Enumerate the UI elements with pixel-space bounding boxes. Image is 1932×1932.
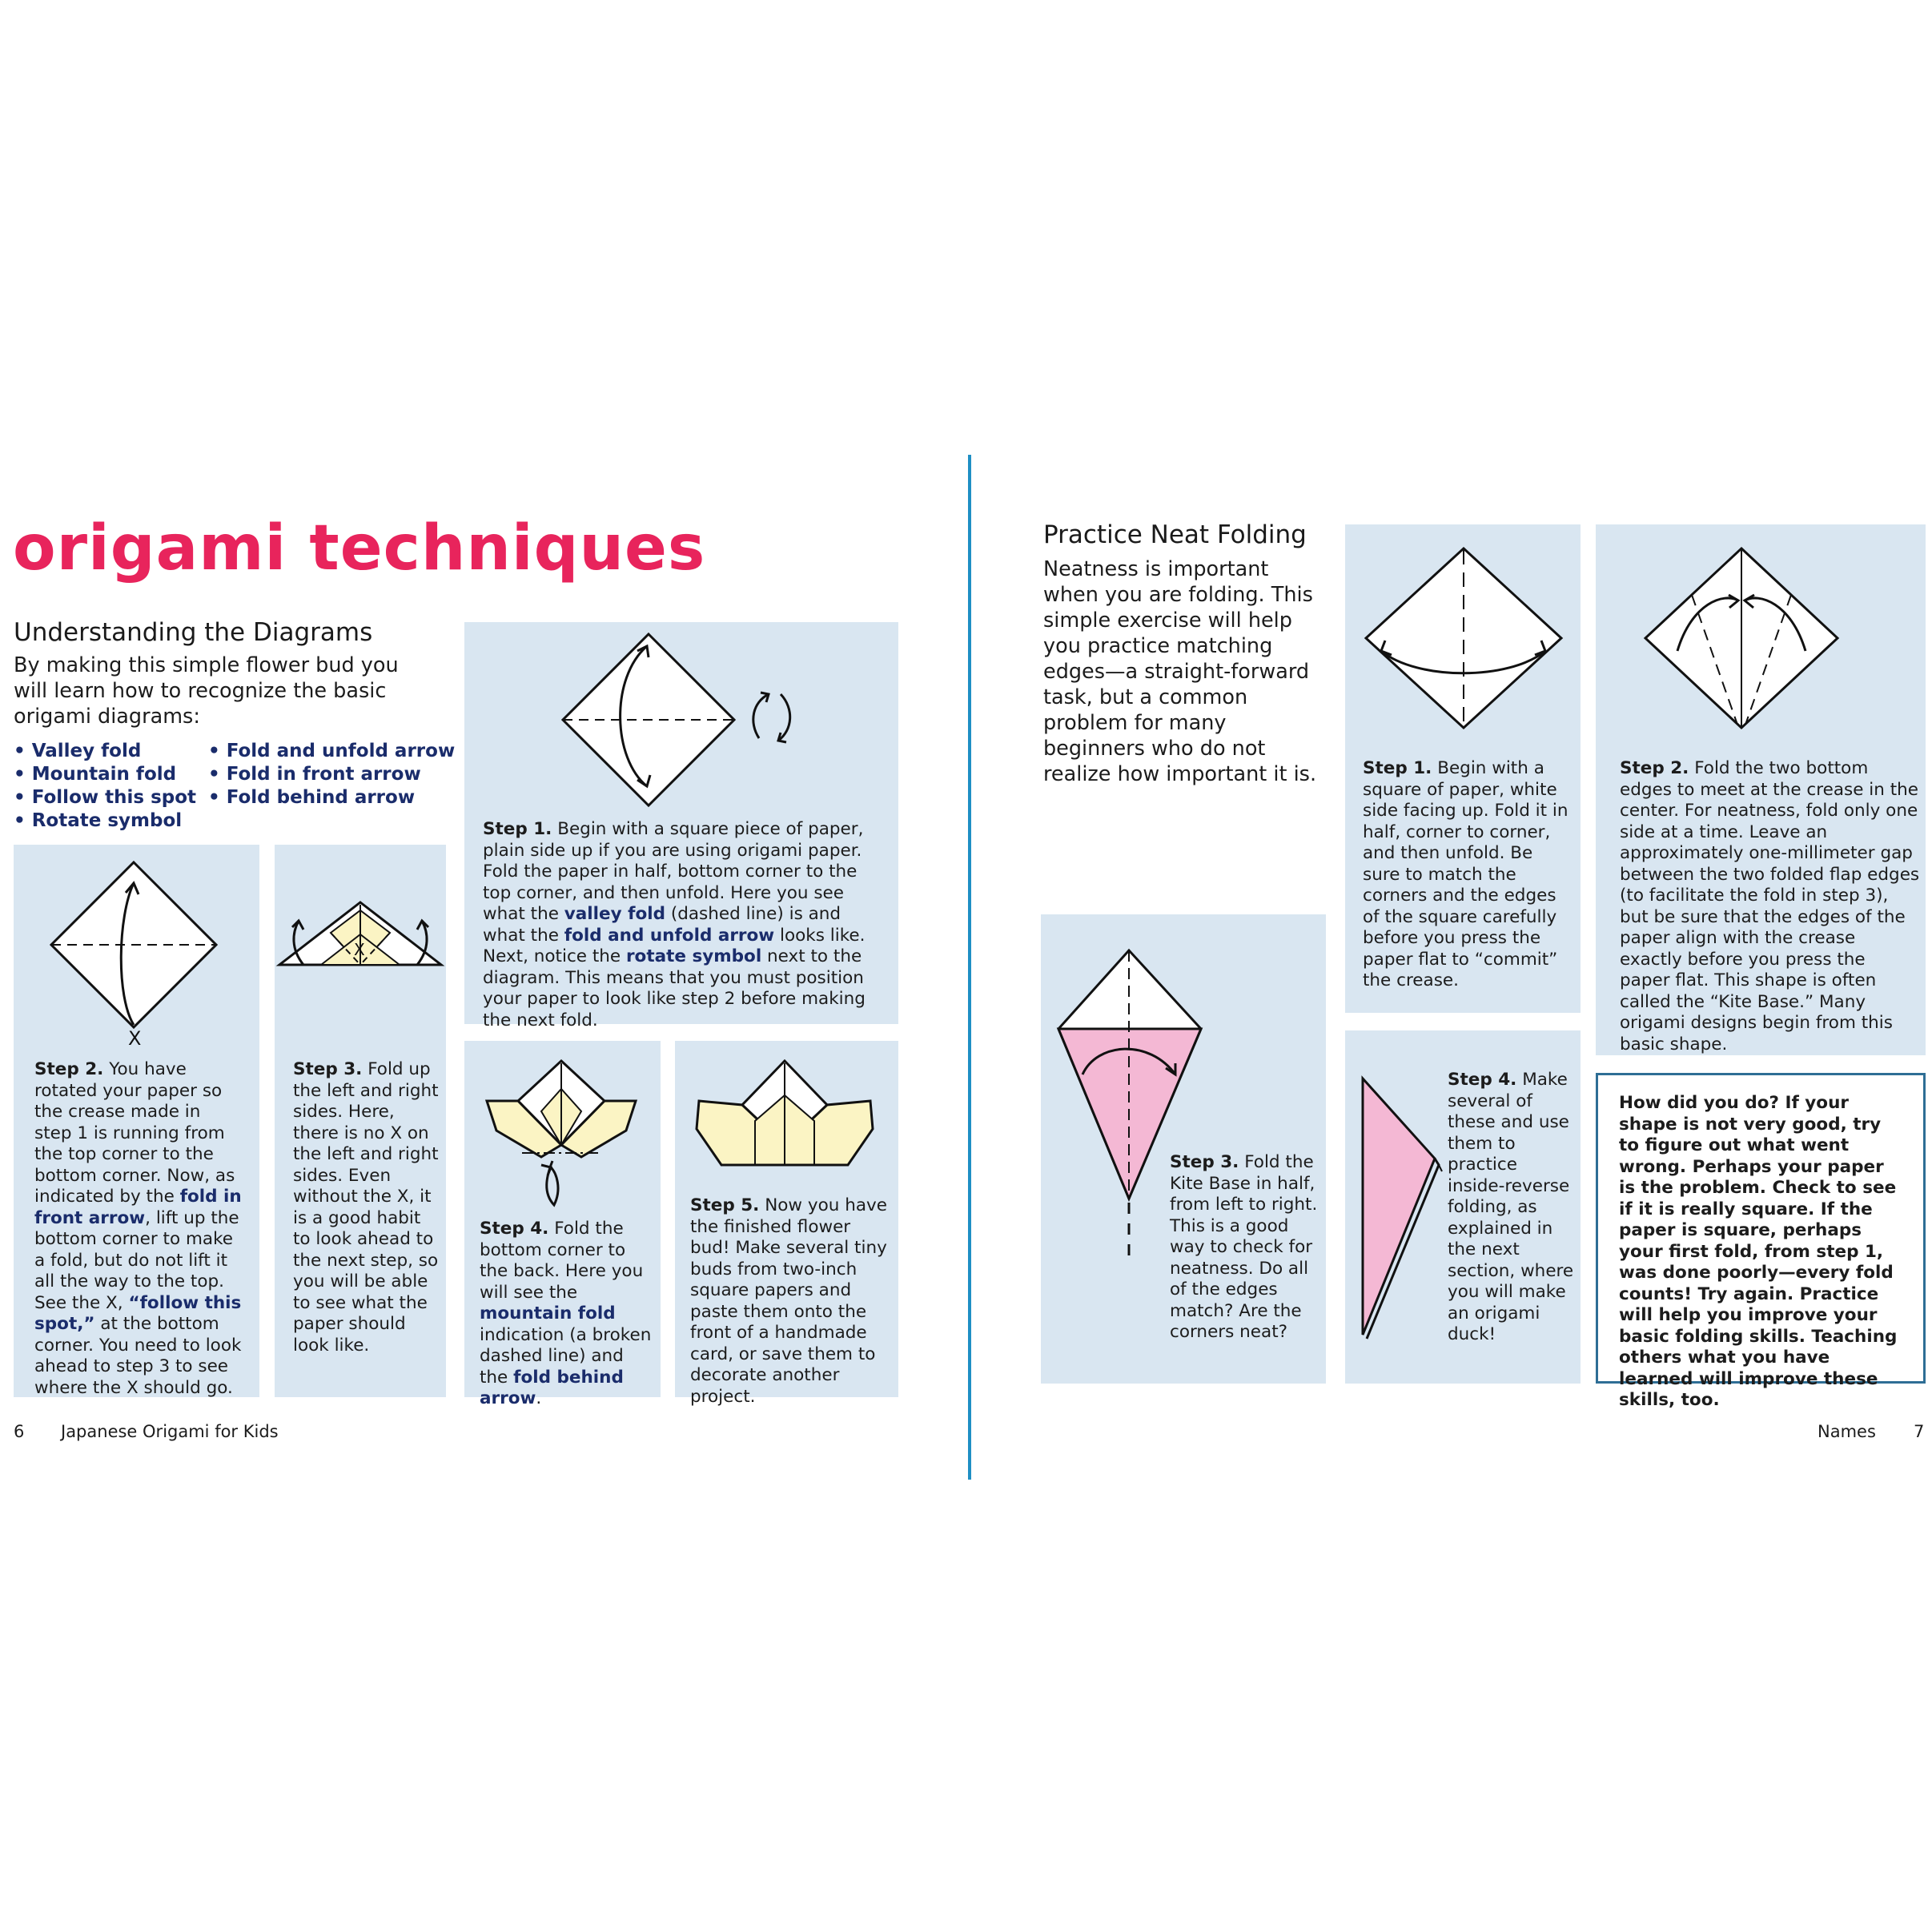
follow-spot-x-mark-step3: X: [354, 940, 365, 959]
text-run: .: [536, 1388, 542, 1408]
text-run: , lift up the bottom corner to make a fold, but do not lift it all the way to the top. See the X,: [34, 1207, 239, 1313]
left-step2-label: Step 2.: [34, 1059, 104, 1079]
keyword: “follow this spot,”: [34, 1292, 242, 1334]
text-run: Fold up the left and right sides. Here, there is no X on the left and right sides. Even without the X, it is a good habit to look ahead to the next step, so you will be able to see what the paper should look like.: [293, 1059, 439, 1356]
right-step3-text: [1170, 1152, 1318, 1344]
page-spine-divider: [968, 455, 971, 1480]
diagram-fold-in-front: [14, 845, 259, 1053]
text-run: Begin with a square of paper, white side facing up. Fold it in half, corner to corner, and then unfold. Be sure to match the corners and the edges of the square carefully before you press the paper flat to “commit” the crease.: [1363, 758, 1568, 990]
text-run: Fold the two bottom edges to meet at the crease in the center. For neatness, fold only one side at a time. Leave an approximately one-millimeter gap between the two folded flap edges (to facilitate the fold in step 3), but be sure that the edges of the paper align with the crease exactly before you press the paper flat. This shape is often called the “Kite Base.” Many origami designs begin from this basic shape.: [1620, 758, 1920, 1054]
right-step2-text: [1620, 758, 1920, 1055]
text-run: Make several of these and use them to practice inside-reverse folding, as explained in the next section, where you will make an origami duck!: [1448, 1070, 1574, 1344]
legend-list-left: [14, 740, 196, 833]
right-step2-label: Step 2.: [1620, 758, 1689, 778]
keyword: fold behind arrow: [480, 1367, 624, 1408]
legend-item-fold-unfold-arrow: • Fold and unfold arrow: [208, 740, 455, 763]
legend-item-rotate-symbol: • Rotate symbol: [14, 809, 196, 833]
legend-item-mountain-fold: • Mountain fold: [14, 763, 196, 786]
left-step3-text: [293, 1059, 439, 1356]
left-step2-text: [34, 1059, 243, 1399]
diagram-square-diagonal-fold: [1345, 524, 1581, 749]
callout-how-did-you-do: How did you do? If your shape is not very good, try to figure out what went wrong. Perhaps your paper is the problem. Check to see if it is really square. If the paper is square, perhaps your first fold, from step 1, was done poorly—every fold counts! Try again. Practice will help you improve your basic folding skills. Teaching others what you have learned will improve these skills, too.: [1596, 1073, 1926, 1384]
legend-item-fold-behind-arrow: • Fold behind arrow: [208, 786, 455, 809]
left-step1-text: [483, 819, 883, 1031]
text-run: at the bottom corner. You need to look ahead to step 3 to see where the X should go.: [34, 1314, 242, 1398]
text-run: looks like. Next, notice the: [483, 925, 866, 966]
keyword: valley fold: [564, 904, 666, 924]
legend-item-follow-spot: • Follow this spot: [14, 786, 196, 809]
right-step3-label: Step 3.: [1170, 1152, 1239, 1172]
legend-item-fold-front-arrow: • Fold in front arrow: [208, 763, 455, 786]
footer-page-number-left: 6: [14, 1422, 25, 1441]
rotate-symbol-icon: [753, 693, 790, 742]
right-step1-text: [1363, 758, 1575, 992]
left-step1-label: Step 1.: [483, 819, 552, 839]
footer-section-name: Names: [1818, 1422, 1876, 1441]
page-title: origami techniques: [13, 512, 706, 584]
footer-book-title: Japanese Origami for Kids: [61, 1422, 279, 1441]
keyword: mountain fold: [480, 1303, 616, 1323]
keyword: rotate symbol: [625, 946, 762, 966]
keyword: fold and unfold arrow: [564, 925, 775, 946]
right-step1-label: Step 1.: [1363, 758, 1432, 778]
text-run: Fold the Kite Base in half, from left to right. This is a good way to check for neatness. Do all of the edges match? Are the corners neat?: [1170, 1152, 1318, 1342]
section-heading-diagrams: Understanding the Diagrams: [14, 618, 373, 647]
right-step4-label: Step 4.: [1448, 1070, 1517, 1090]
text-run: Begin with a square piece of paper, plain side up if you are using origami paper. Fold the paper in half, bottom corner to the top corner, and then unfold. Here you see what the: [483, 819, 864, 924]
section-heading-neat-folding: Practice Neat Folding: [1043, 520, 1307, 549]
left-step5-text: [690, 1195, 890, 1408]
text-run: You have rotated your paper so the crease made in step 1 is running from the top corner to the bottom corner. Now, as indicated by the: [34, 1059, 235, 1207]
diagram-fold-sides: [275, 845, 446, 1005]
diagram-kite-base-fold: [1596, 524, 1926, 749]
left-step5-label: Step 5.: [690, 1195, 760, 1215]
intro-text-diagrams: By making this simple flower bud you will learn how to recognize the basic origami diagrams:: [14, 653, 399, 729]
right-step4-text: [1448, 1070, 1576, 1346]
diagram-flower-bud: [675, 1041, 898, 1193]
left-step4-text: [480, 1219, 652, 1410]
text-run: indication (a broken dashed line) and the: [480, 1324, 652, 1388]
legend-item-valley-fold: • Valley fold: [14, 740, 196, 763]
left-step4-label: Step 4.: [480, 1219, 549, 1239]
diagram-mountain-fold: [464, 1041, 661, 1225]
text-run: Now you have the finished flower bud! Make several tiny buds from two-inch square papers and paste them onto the front of a handmade card, or save them to decorate another project.: [690, 1195, 887, 1407]
text-run: (dashed line) is and what the: [483, 904, 841, 946]
footer-page-number-right: 7: [1914, 1422, 1925, 1441]
keyword: fold in front arrow: [34, 1187, 242, 1228]
text-run: next to the diagram. This means that you must position your paper to look like step 2 before making the next fold.: [483, 946, 866, 1030]
text-run: Fold the bottom corner to the back. Here you will see the: [480, 1219, 644, 1303]
legend-list-right: [208, 740, 455, 809]
left-step3-label: Step 3.: [293, 1059, 363, 1079]
intro-text-neat-folding: Neatness is important when you are folding. This simple exercise will help you practice matching edges—a straight-forward task, but a common problem for many beginners who do not realize how important it is.: [1043, 557, 1317, 786]
follow-spot-x-mark: X: [128, 1027, 142, 1050]
